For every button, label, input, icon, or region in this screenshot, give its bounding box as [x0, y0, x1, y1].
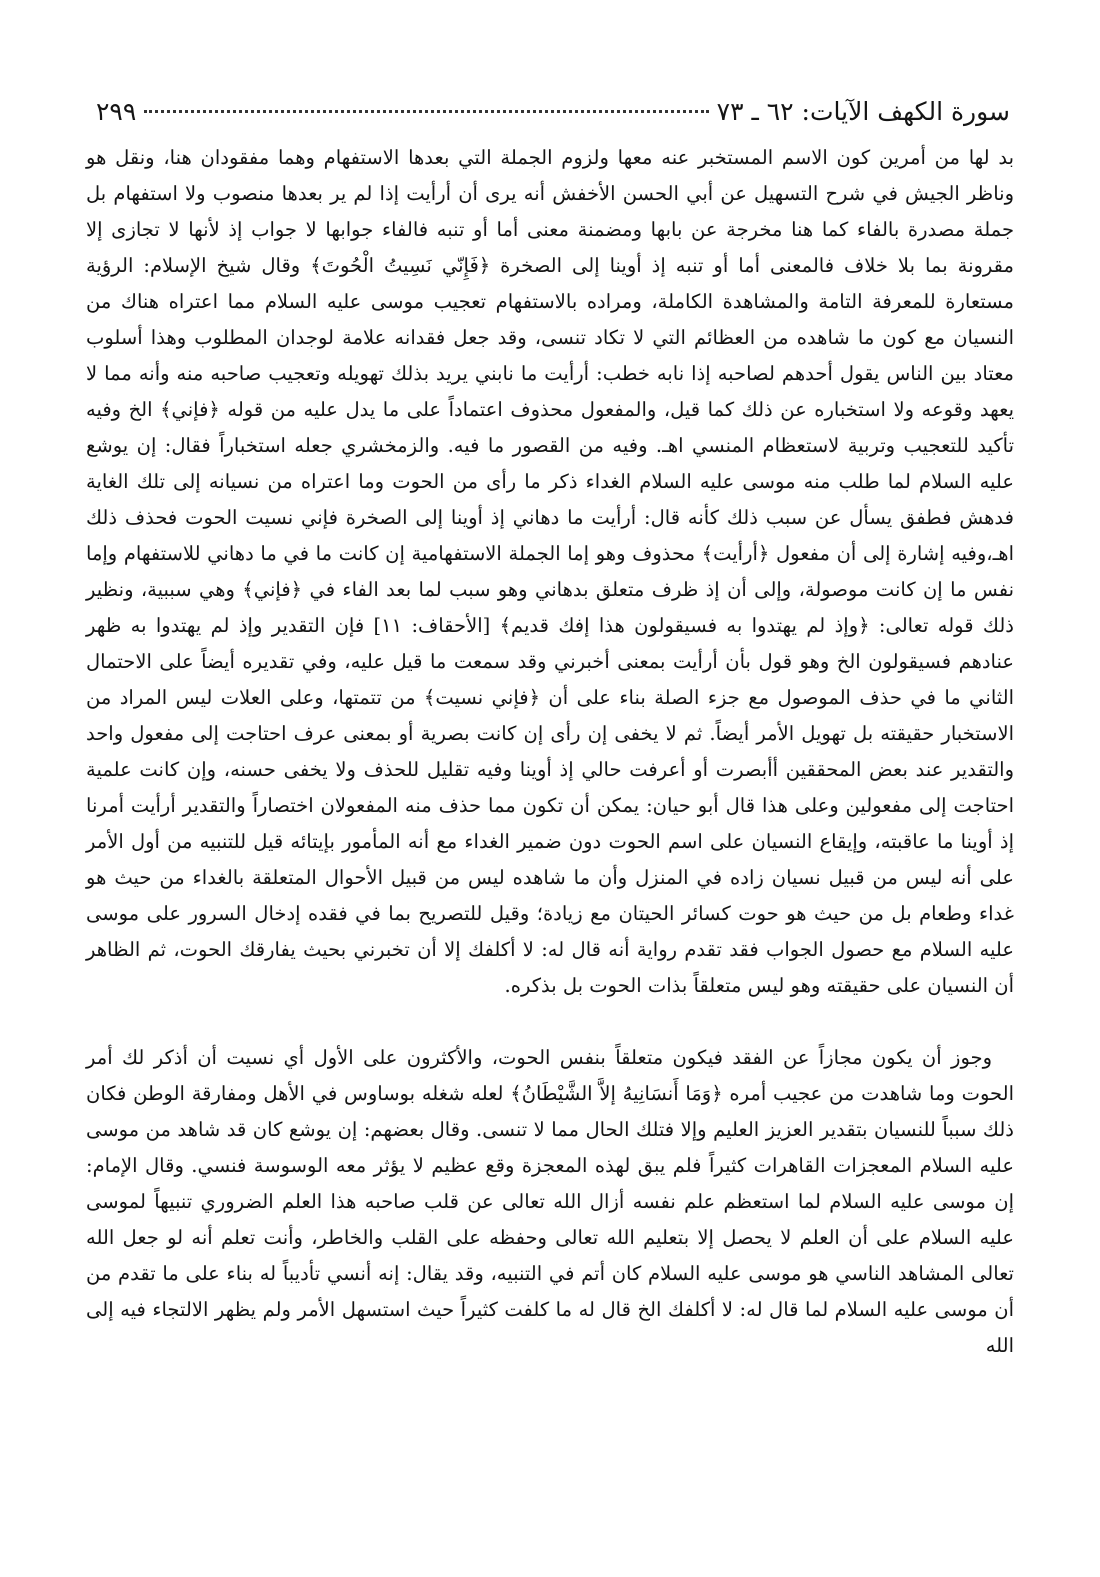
dotted-leader: [144, 92, 708, 113]
paragraph-2: وجوز أن يكون مجازاً عن الفقد فيكون متعلقاً بنفس الحوت، والأكثرون على الأول أي نسيت أن أذكر لك أمر الحوت وما شاهدت من عجيب أمره ﴿وَمَا أَنسَانِيهُ إلاَّ الشَّيْطَانُ﴾ لعله شغله بوساوس في الأهل ومفارقة الوطن فكان ذلك سبباً للنسيان بتقدير العزيز العليم وإلا فتلك الحال مما لا تنسى. وقال بعضهم: إن يوشع كان قد شاهد من موسى عليه السلام المعجزات القاهرات كثيراً فلم يبق لهذه المعجزة وقع عظيم لا يؤثر معه الوسوسة فنسي. وقال الإمام: إن موسى عليه السلام لما استعظم علم نفسه أزال الله تعالى عن قلب صاحبه هذا العلم الضروري تنبيهاً لموسى عليه السلام على أن العلم لا يحصل إلا بتعليم الله تعالى وحفظه على القلب والخاطر، وأنت تعلم أنه لو جعل الله تعالى المشاهد الناسي هو موسى عليه السلام كان أتم في التنبيه، وقد يقال: إنه أنسي تأديباً له بناء على ما تقدم من أن موسى عليه السلام لما قال له: لا أكلفك الخ قال له ما كلفت كثيراً حيث استسهل الأمر ولم يظهر الالتجاء فيه إلى الله: [86, 1046, 1014, 1357]
chapter-title: سورة الكهف الآيات: ٦٢ ـ ٧٣: [716, 96, 1010, 126]
body-text: [86, 140, 1014, 1364]
page-number: ٢٩٩: [96, 96, 137, 126]
paragraph-1: بد لها من أمرين كون الاسم المستخبر عنه معها ولزوم الجملة التي بعدها الاستفهام وهما مفقودان هنا، ونقل هو وناظر الجيش في شرح التسهيل عن أبي الحسن الأخفش أنه يرى أن أرأيت إذا لم ير بعدها منصوب ولا استفهام بل جملة مصدرة بالفاء كما هنا مخرجة عن بابها ومضمنة معنى أما أو تنبه فالفاء جوابها لا جواب إذ لأنها لا تجازى إلا مقرونة بما بلا خلاف فالمعنى أما أو تنبه إذ أوينا إلى الصخرة ﴿فَإِنّي نَسِيتُ الْحُوتَ﴾ وقال شيخ الإسلام: الرؤية مستعارة للمعرفة التامة والمشاهدة الكاملة، ومراده بالاستفهام تعجيب موسى عليه السلام مما اعتراه هناك من النسيان مع كون ما شاهده من العظائم التي لا تكاد تنسى، وقد جعل فقدانه علامة لوجدان المطلوب وهذا أسلوب معتاد بين الناس يقول أحدهم لصاحبه إذا نابه خطب: أرأيت ما نابني يريد بذلك تهويله وتعجيب صاحبه منه وأنه مما لا يعهد وقوعه ولا استخباره عن ذلك كما قيل، والمفعول محذوف اعتماداً على ما يدل عليه من قوله ﴿فإني﴾ الخ وفيه تأكيد للتعجيب وتربية لاستعظام المنسي اهـ. وفيه من القصور ما فيه. والزمخشري جعله استخباراً فقال: إن يوشع عليه السلام لما طلب منه موسى عليه السلام الغداء ذكر ما رأى من الحوت وما اعتراه من نسيانه إلى تلك الغاية فدهش فطفق يسأل عن سبب ذلك كأنه قال: أرأيت ما دهاني إذ أوينا إلى الصخرة فإني نسيت الحوت فحذف ذلك اهـ،وفيه إشارة إلى أن مفعول ﴿أرأيت﴾ محذوف وهو إما الجملة الاستفهامية إن كانت ما في ما دهاني للاستفهام وإما نفس ما إن كانت موصولة، وإلى أن إذ ظرف متعلق بدهاني وهو سبب لما بعد الفاء في ﴿فإني﴾ وهي سببية، ونظير ذلك قوله تعالى: ﴿وإذ لم يهتدوا به فسيقولون هذا إفك قديم﴾ [الأحقاف: ١١] فإن التقدير وإذ لم يهتدوا به ظهر عنادهم فسيقولون الخ وهو قول بأن أرأيت بمعنى أخبرني وقد سمعت ما قيل عليه، وفي تقديره أيضاً على الاحتمال الثاني ما في حذف الموصول مع جزء الصلة بناء على أن ﴿فإني نسيت﴾ من تتمتها، وعلى العلات ليس المراد من الاستخبار حقيقته بل تهويل الأمر أيضاً. ثم لا يخفى إن رأى إن كانت بصرية أو بمعنى عرف احتاجت إلى مفعول واحد والتقدير عند بعض المحققين أأبصرت أو أعرفت حالي إذ أوينا وفيه تقليل للحذف ولا يخفى حسنه، وإن كانت علمية احتاجت إلى مفعولين وعلى هذا قال أبو حيان: يمكن أن تكون مما حذف منه المفعولان اختصاراً والتقدير أرأيت أمرنا إذ أوينا ما عاقبته، وإيقاع النسيان على اسم الحوت دون ضمير الغداء مع أنه المأمور بإيتائه قيل للتنبيه من أول الأمر على أنه ليس من قبيل نسيان زاده في المنزل وأن ما شاهده ليس من قبيل الأحوال المتعلقة بالغداء من حيث هو غداء وطعام بل من حيث هو حوت كسائر الحيتان مع زيادة؛ وقيل للتصريح بما في فقده إدخال السرور على موسى عليه السلام مع حصول الجواب فقد تقدم رواية أنه قال له: لا أكلفك إلا أن تخبرني بحيث يفارقك الحوت، ثم الظاهر أن النسيان على حقيقته وهو ليس متعلقاً بذات الحوت بل بذكره.: [86, 146, 1014, 997]
running-header: [96, 92, 1010, 130]
